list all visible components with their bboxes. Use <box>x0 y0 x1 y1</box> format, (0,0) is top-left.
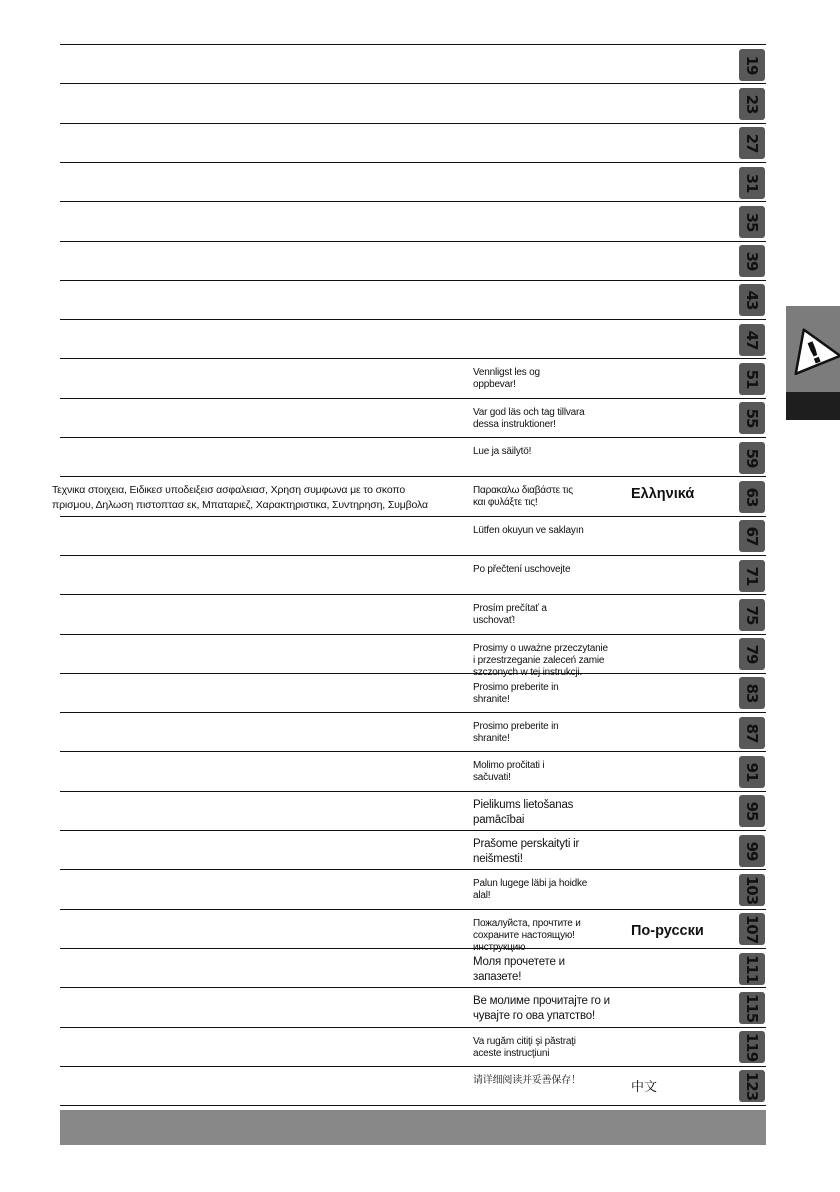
page-number: 107 <box>743 915 761 944</box>
row-rule <box>60 162 766 163</box>
row-rule <box>60 123 766 124</box>
contents-row <box>60 44 766 83</box>
svg-text:!: ! <box>801 335 828 373</box>
page-number-tab <box>739 442 765 474</box>
page-number: 119 <box>743 1032 761 1062</box>
row-rule <box>60 1105 766 1106</box>
contents-row <box>60 869 766 908</box>
row-rule <box>60 948 766 949</box>
row-read-instructions-note: Pielikums lietošanas pamācībai <box>473 798 574 826</box>
row-rule <box>60 280 766 281</box>
row-rule <box>60 987 766 988</box>
contents-row <box>60 1027 766 1066</box>
page-number-tab <box>739 245 765 277</box>
page-number-tab <box>739 520 765 552</box>
page-number: 23 <box>743 94 761 114</box>
contents-row <box>60 437 766 476</box>
contents-row <box>60 398 766 437</box>
contents-row <box>60 1066 766 1105</box>
contents-row <box>60 948 766 987</box>
contents-row <box>52 476 766 515</box>
contents-row <box>60 280 766 319</box>
row-rule <box>60 398 766 399</box>
page-number-tab <box>739 560 765 592</box>
page-number: 87 <box>743 723 761 743</box>
page-number: 55 <box>743 408 761 428</box>
row-rule <box>60 830 766 831</box>
page-number-tab <box>739 206 765 238</box>
row-rule <box>60 791 766 792</box>
page-number: 91 <box>743 762 761 782</box>
page-number: 79 <box>743 644 761 664</box>
page-number: 95 <box>743 801 761 821</box>
page-number-tab <box>739 599 765 631</box>
row-read-instructions-note: Molimo pročitati i sačuvati! <box>473 760 545 784</box>
contents-row <box>60 673 766 712</box>
page-number: 71 <box>743 566 761 585</box>
page-number-tab <box>739 795 765 827</box>
contents-row <box>60 634 766 678</box>
row-read-instructions-note: Palun lugege läbi ja hoidke alal! <box>473 878 588 902</box>
page-number: 63 <box>743 487 761 507</box>
row-read-instructions-note: Po přečtení uschovejte <box>473 563 571 575</box>
row-read-instructions-note: Lütfen okuyun ve saklayın <box>473 524 584 536</box>
row-read-instructions-note: Prosimo preberite in shranite! <box>473 681 559 705</box>
contents-row <box>60 358 766 397</box>
page-number-tab <box>739 953 765 985</box>
row-rule <box>60 751 766 752</box>
row-read-instructions-note: Var god läs och tag tillvara dessa instruktioner! <box>473 406 585 430</box>
contents-row <box>60 83 766 122</box>
page-number: 59 <box>743 448 761 468</box>
row-rule <box>60 712 766 713</box>
contents-row <box>60 516 766 555</box>
row-language-label: Ελληνικά <box>631 486 695 503</box>
page-number-tab <box>739 284 765 316</box>
page-number-tab <box>739 324 765 356</box>
page-number-tab <box>739 127 765 159</box>
page-number: 67 <box>743 526 761 546</box>
row-rule <box>60 319 766 320</box>
page-number-tab <box>739 1070 765 1102</box>
page-number: 75 <box>743 605 761 625</box>
page-number-tab <box>739 1031 765 1063</box>
row-rule <box>60 909 766 910</box>
footer-bar <box>60 1110 766 1145</box>
page-number: 31 <box>743 173 761 192</box>
contents-row <box>60 123 766 162</box>
page-number-tab <box>739 363 765 395</box>
row-read-instructions-note: Prosimo preberite in shranite! <box>473 721 559 745</box>
row-rule <box>60 44 766 45</box>
row-rule <box>60 673 766 674</box>
page-number-tab <box>739 167 765 199</box>
page-number-tab <box>739 481 765 513</box>
page-number-tab <box>739 913 765 945</box>
row-read-instructions-note: Παρακαλω διαβάστε τις και φυλάξτε τις! <box>473 485 573 509</box>
row-read-instructions-note: Prašome perskaityti ir neišmesti! <box>473 838 580 865</box>
page-number: 123 <box>743 1072 761 1101</box>
row-read-instructions-note: Моля прочетете и запазете! <box>473 955 565 983</box>
row-rule <box>60 634 766 635</box>
row-rule <box>60 1027 766 1028</box>
page-number: 99 <box>743 841 761 861</box>
row-read-instructions-note: Пожалуйста, прочтите и сохраните настоящую! инструкцию <box>473 917 581 953</box>
contents-row <box>60 319 766 358</box>
page-number-tab <box>739 402 765 434</box>
row-read-instructions-note: Va rugăm citiţi şi păstraţi aceste instrucţiuni <box>473 1035 576 1059</box>
page-number-tab <box>739 638 765 670</box>
warning-exclamation-icon <box>786 306 840 420</box>
warning-side-tab <box>786 306 840 420</box>
contents-row <box>60 791 766 830</box>
page-number: 115 <box>743 993 761 1022</box>
page-number: 39 <box>743 251 761 271</box>
page-number-tab <box>739 992 765 1024</box>
page-number-tab <box>739 835 765 867</box>
contents-row <box>60 555 766 594</box>
page-number: 103 <box>743 875 761 905</box>
page-number-tab <box>739 49 765 81</box>
row-rule <box>60 83 766 84</box>
page-number: 35 <box>743 212 761 232</box>
contents-row <box>60 987 766 1026</box>
contents-row <box>60 594 766 633</box>
contents-row <box>60 712 766 751</box>
page-number: 19 <box>743 55 761 75</box>
page-number: 51 <box>743 369 761 389</box>
row-rule <box>60 869 766 870</box>
page-number: 43 <box>743 291 761 310</box>
row-description: Τεχνικα στοιχεια, Ειδικεσ υποδειξεισ ασφαλειασ, Χρηση συμφωνα με το σκοπο πρισμου, Δηλωση πιστοπτασ εκ, Μπαταριεζ, Χαρακτηριστικα, Συντηρηση, Συμβολα <box>52 484 428 512</box>
row-read-instructions-note: Prosím prečítať a uschovať! <box>473 603 547 627</box>
row-read-instructions-note: Vennligst les og oppbevar! <box>473 367 540 391</box>
contents-row <box>60 241 766 280</box>
page-number-tab <box>739 874 765 906</box>
row-rule <box>60 241 766 242</box>
page-number: 27 <box>743 133 761 153</box>
row-rule <box>60 555 766 556</box>
row-language-label: 中文 <box>631 1079 658 1095</box>
row-rule <box>60 516 766 517</box>
row-read-instructions-note: Lue ja säilytö! <box>473 446 532 457</box>
row-read-instructions-note: Prosimy o uważne przeczytanie i przestrzeganie zaleceń zamie szczonych w tej instrukcji. <box>473 642 608 678</box>
row-rule <box>60 201 766 202</box>
row-rule <box>60 358 766 359</box>
contents-row <box>60 751 766 790</box>
row-rule <box>60 476 766 477</box>
page-number-tab <box>739 756 765 788</box>
page-number: 83 <box>743 684 761 703</box>
row-rule <box>60 594 766 595</box>
contents-row <box>60 909 766 953</box>
page-number: 111 <box>743 954 761 983</box>
row-rule <box>60 1066 766 1067</box>
row-read-instructions-note: 请详细阅读并妥善保存！ <box>473 1074 581 1086</box>
contents-row <box>60 162 766 201</box>
row-read-instructions-note: Ве молиме прочитајте го и чувајте го ова упатство! <box>473 995 610 1023</box>
page-number-tab <box>739 88 765 120</box>
page-number: 47 <box>743 330 761 350</box>
contents-row <box>60 201 766 240</box>
page-number-tab <box>739 677 765 709</box>
row-rule <box>60 437 766 438</box>
contents-row <box>60 830 766 869</box>
page-number-tab <box>739 717 765 749</box>
row-language-label: По-русски <box>631 922 704 939</box>
